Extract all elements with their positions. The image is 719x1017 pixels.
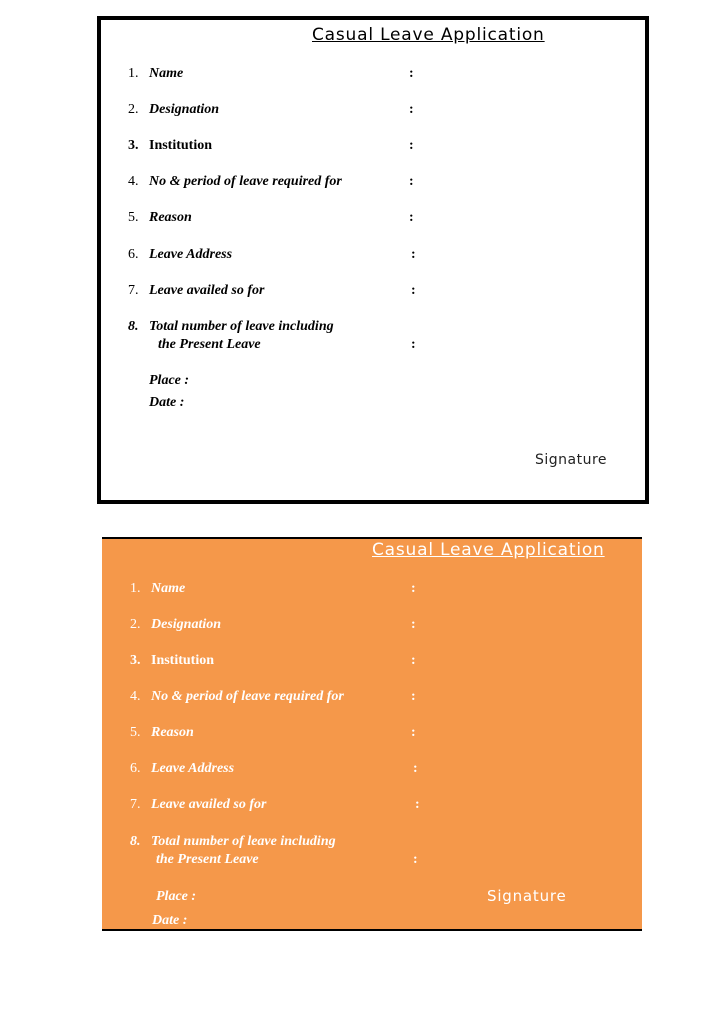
form-title: Casual Leave Application	[372, 540, 605, 560]
field-colon: :	[411, 283, 416, 298]
form-title: Casual Leave Application	[312, 25, 545, 45]
date-label: Date :	[149, 395, 185, 410]
field-colon: :	[411, 725, 416, 740]
field-number: 5.	[128, 210, 139, 225]
field-colon: :	[409, 102, 414, 117]
field-number: 7.	[128, 283, 139, 298]
field-number: 4.	[128, 174, 139, 189]
field-colon: :	[411, 581, 416, 596]
field-label: Reason	[149, 210, 192, 225]
field-colon: :	[413, 761, 418, 776]
field-colon: :	[411, 689, 416, 704]
field-label: No & period of leave required for	[151, 689, 344, 704]
field-colon: :	[413, 852, 418, 867]
place-label: Place :	[156, 889, 197, 904]
field-colon: :	[411, 247, 416, 262]
field-label: Leave availed so for	[149, 283, 265, 298]
field-number: 4.	[130, 689, 141, 704]
field-label: Designation	[149, 102, 220, 117]
field-colon: :	[411, 617, 416, 632]
field-colon: :	[409, 66, 414, 81]
field-label: Leave Address	[149, 247, 233, 262]
field-label: Institution	[151, 653, 215, 668]
field-colon: :	[409, 138, 414, 153]
field-label: Total number of leave including	[151, 834, 336, 849]
place-label: Place :	[149, 373, 190, 388]
field-label: No & period of leave required for	[149, 174, 342, 189]
field-label: Name	[151, 581, 186, 596]
field-colon: :	[415, 797, 420, 812]
field-number: 7.	[130, 797, 141, 812]
field-colon: :	[409, 210, 414, 225]
field-number: 1.	[130, 581, 141, 596]
field-number: 1.	[128, 66, 139, 81]
leave-form-orange	[102, 537, 642, 931]
field-label: Reason	[151, 725, 194, 740]
signature-label: Signature	[535, 452, 608, 468]
date-label: Date :	[152, 913, 188, 928]
leave-form-white	[97, 16, 649, 504]
field-number: 2.	[128, 102, 139, 117]
field-number: 8.	[130, 834, 141, 849]
field-label-continued: the Present Leave	[156, 852, 259, 867]
field-colon: :	[411, 653, 416, 668]
field-label: Leave Address	[151, 761, 235, 776]
field-number: 5.	[130, 725, 141, 740]
field-label-continued: the Present Leave	[158, 337, 261, 352]
field-label: Institution	[149, 138, 213, 153]
field-number: 6.	[130, 761, 141, 776]
field-number: 3.	[130, 653, 141, 668]
field-colon: :	[409, 174, 414, 189]
field-label: Name	[149, 66, 184, 81]
field-number: 6.	[128, 247, 139, 262]
field-number: 3.	[128, 138, 139, 153]
field-label: Designation	[151, 617, 222, 632]
field-colon: :	[411, 337, 416, 352]
signature-label: Signature	[487, 887, 567, 905]
field-number: 2.	[130, 617, 141, 632]
field-label: Leave availed so for	[151, 797, 267, 812]
field-label: Total number of leave including	[149, 319, 334, 334]
field-number: 8.	[128, 319, 139, 334]
